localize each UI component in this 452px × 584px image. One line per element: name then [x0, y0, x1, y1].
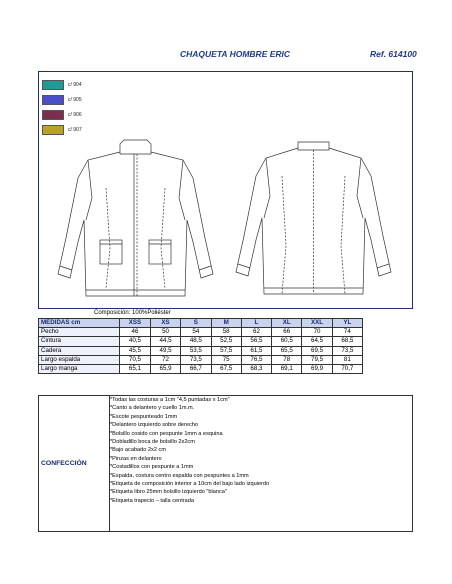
color-option-905 [42, 94, 82, 105]
table-header-row [39, 319, 363, 328]
table-row [39, 355, 363, 364]
cell: 70,5 [120, 355, 151, 364]
cell: 66,7 [181, 364, 211, 373]
cell: 73,5 [332, 346, 362, 355]
jacket-back-sketch [226, 136, 401, 301]
list-item: *Bajo acabado 2x2 cm [110, 447, 166, 454]
size-header: M [211, 319, 241, 328]
cell: 40,5 [120, 337, 151, 346]
color-swatch [42, 125, 64, 135]
size-header: XXL [302, 319, 332, 328]
cell: 81 [332, 355, 362, 364]
measures-header: MEDIDAS cm [39, 319, 120, 328]
color-option-904 [42, 79, 82, 90]
cell: 70,7 [332, 364, 362, 373]
list-item: *Todas las costuras a 1cm "4,5 puntadas x 1cm" [110, 397, 230, 403]
cell: 49,5 [150, 346, 180, 355]
cell: 61,5 [241, 346, 271, 355]
cell: 62 [241, 328, 271, 337]
cell: 50 [150, 328, 180, 337]
cell: 69,1 [272, 364, 302, 373]
table-row [39, 346, 363, 355]
cell: 69,9 [302, 364, 332, 373]
list-item: *Espalda, costura centro espalda con pespuntes a 1mm [110, 472, 249, 479]
row-label: Largo manga [39, 364, 120, 373]
list-item: *Delantero izquierdo sobre derecho [110, 422, 199, 429]
color-option-906 [42, 109, 82, 120]
list-item: *Etiqueta de composición interior a 10cm del bajo lado izquierdo [110, 481, 270, 488]
document-title: CHAQUETA HOMBRE ERIC [180, 49, 291, 59]
cell: 64,5 [302, 337, 332, 346]
cell: 65,9 [150, 364, 180, 373]
jacket-front-sketch [48, 138, 223, 303]
size-header: L [241, 319, 271, 328]
measurements-table [38, 318, 363, 374]
cell: 48,5 [181, 337, 211, 346]
list-item: *Dobladillo boca de bolsillo 2x2cm [110, 439, 195, 446]
cell: 78 [272, 355, 302, 364]
row-label: Cintura [39, 337, 120, 346]
color-swatch [42, 95, 64, 105]
cell: 74 [332, 328, 362, 337]
cell: 44,5 [150, 337, 180, 346]
cell: 52,5 [211, 337, 241, 346]
cell: 65,5 [272, 346, 302, 355]
list-item: *Bolsillo cosido con pespunte 1mm a esquina [110, 430, 223, 437]
cell: 66 [272, 328, 302, 337]
color-label: c/ 907 [68, 126, 82, 133]
fabric-composition: Composición: 100%Poliéster [94, 310, 171, 316]
cell: 58 [211, 328, 241, 337]
list-item: *Etiqueta libro 25mm bolsillo izquierdo "blanca" [110, 489, 227, 496]
size-header: XL [272, 319, 302, 328]
color-swatch [42, 80, 64, 90]
list-item: *Pinzas en delantero [110, 455, 162, 462]
color-option-907 [42, 124, 82, 135]
cell: 54 [181, 328, 211, 337]
color-label: c/ 904 [68, 81, 82, 88]
cell: 72 [150, 355, 180, 364]
row-label: Largo espalda [39, 355, 120, 364]
cell: 45,5 [120, 346, 151, 355]
color-swatch [42, 110, 64, 120]
table-row [39, 328, 363, 337]
table-row [39, 364, 363, 373]
table-row [39, 337, 363, 346]
list-item: *Canto a delantero y cuello 1m.m. [110, 405, 195, 412]
size-header: YL [332, 319, 362, 328]
cell: 75 [211, 355, 241, 364]
row-label: Cadera [39, 346, 120, 355]
cell: 60,5 [272, 337, 302, 346]
cell: 68,3 [241, 364, 271, 373]
cell: 79,5 [302, 355, 332, 364]
cell: 56,5 [241, 337, 271, 346]
cell: 76,5 [241, 355, 271, 364]
size-header: S [181, 319, 211, 328]
color-label: c/ 905 [68, 96, 82, 103]
confeccion-label: CONFECCIÓN [39, 396, 110, 531]
cell: 53,5 [181, 346, 211, 355]
confeccion-list [110, 396, 269, 505]
list-item: *Etiqueta trapecio – talla centrada [110, 497, 194, 504]
cell: 69,5 [302, 346, 332, 355]
cell: 68,5 [332, 337, 362, 346]
color-label: c/ 906 [68, 111, 82, 118]
cell: 65,1 [120, 364, 151, 373]
size-header: XS [150, 319, 180, 328]
list-item: *Escote pespunteado 1mm [110, 413, 178, 420]
cell: 70 [302, 328, 332, 337]
cell: 46 [120, 328, 151, 337]
cell: 73,5 [181, 355, 211, 364]
document-reference: Ref. 614100 [370, 49, 417, 59]
confeccion-section [38, 395, 413, 532]
list-item: *Costadillos con pespunte a 1mm [110, 464, 194, 471]
size-header: XSS [120, 319, 151, 328]
cell: 57,5 [211, 346, 241, 355]
row-label: Pecho [39, 328, 120, 337]
cell: 67,5 [211, 364, 241, 373]
